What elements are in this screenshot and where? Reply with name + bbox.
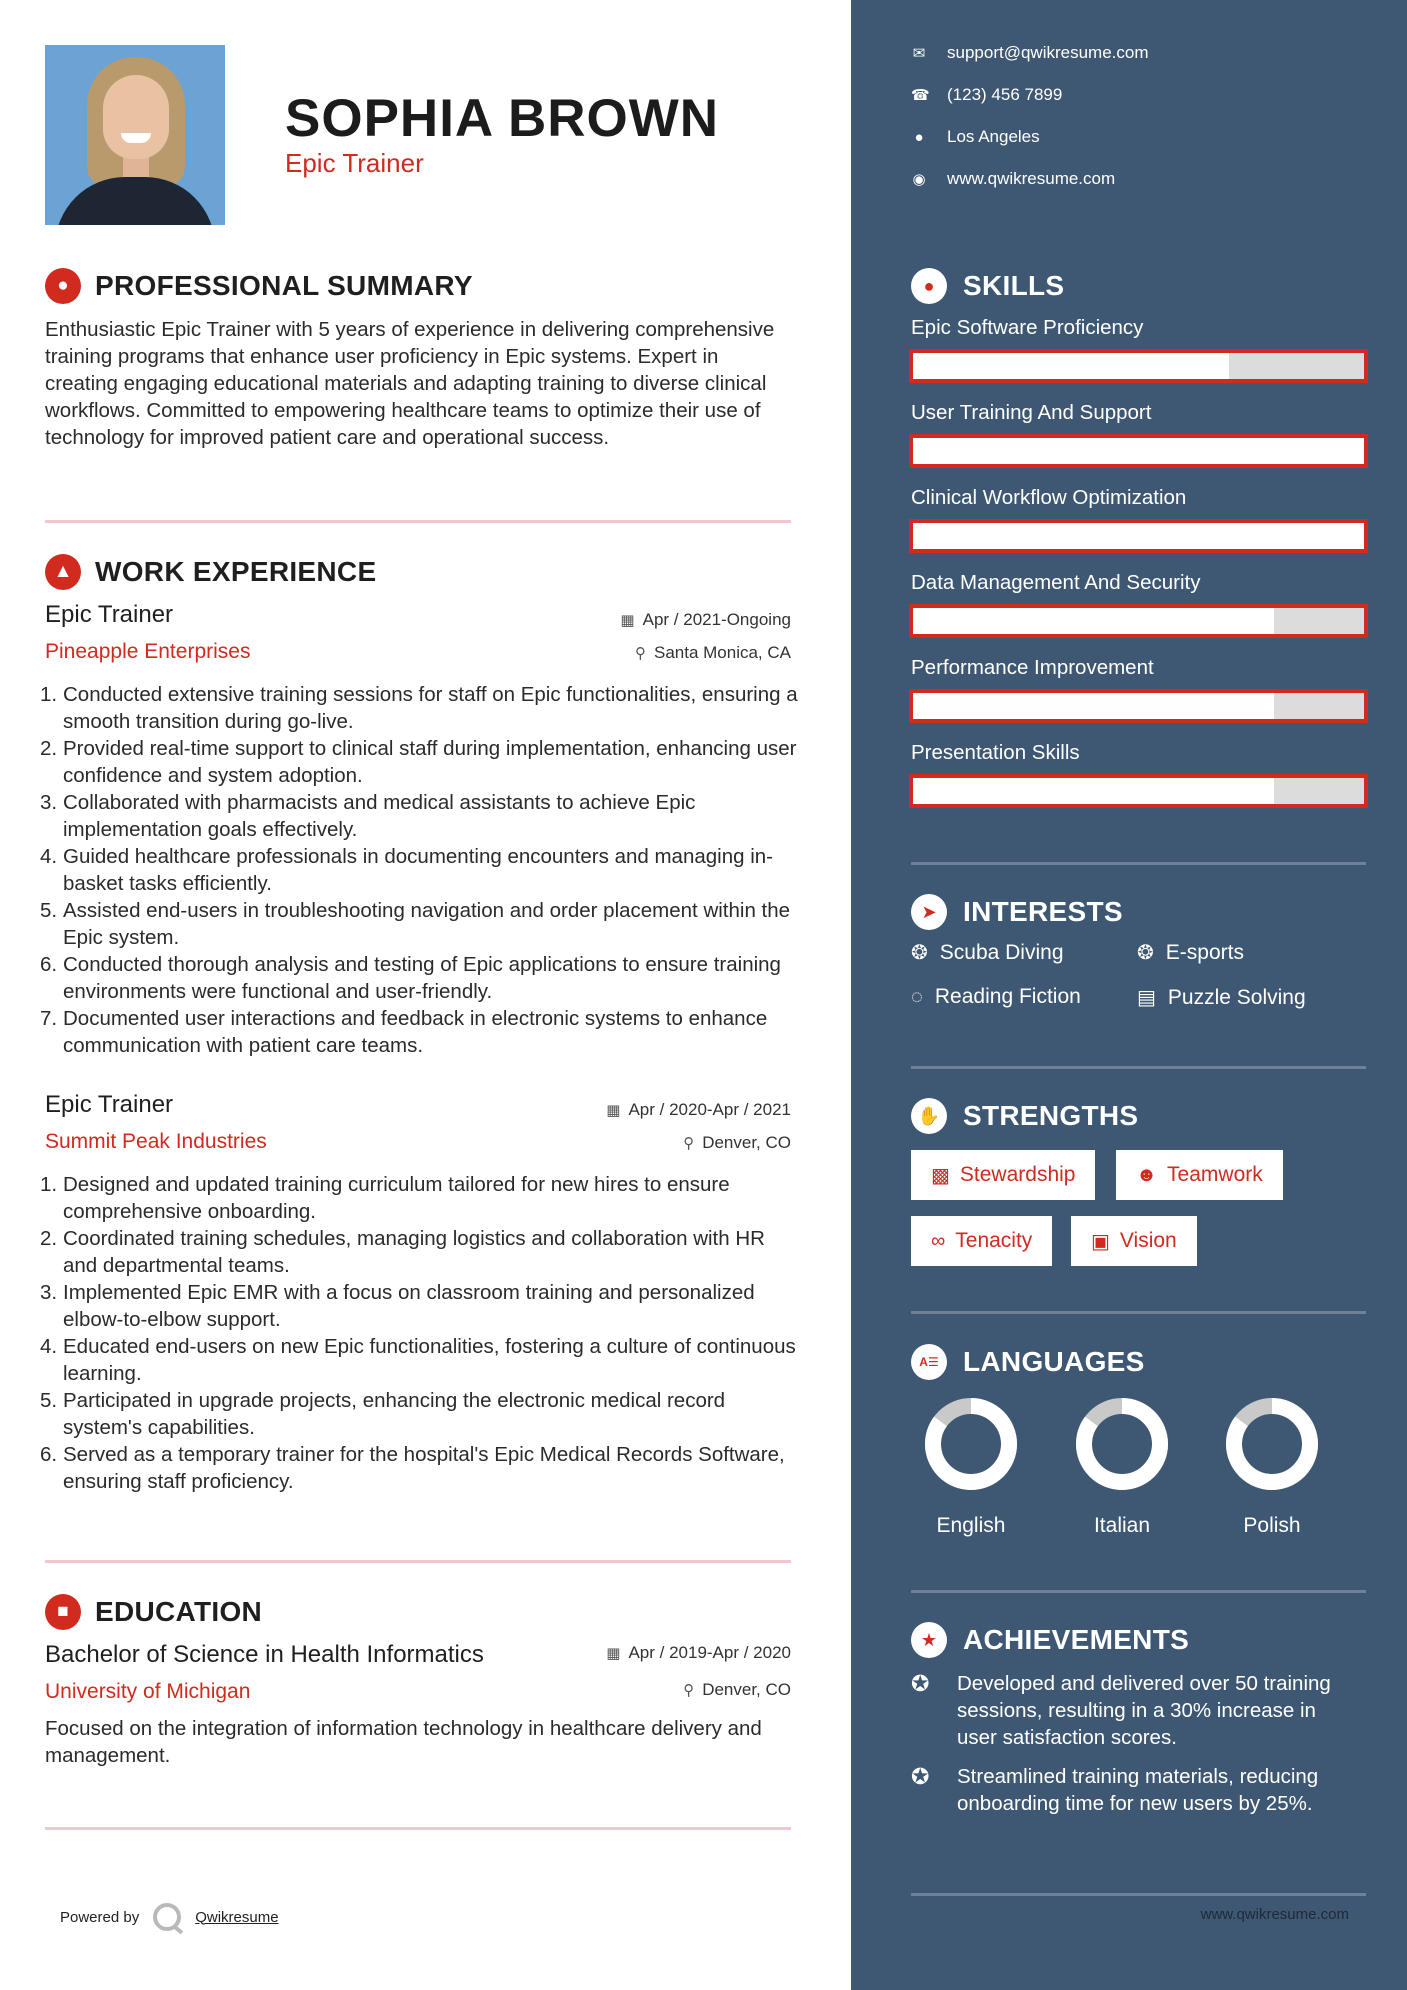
strengths-heading [911,1098,1138,1134]
lifebuoy-icon: ❂ [911,942,928,964]
skills-heading [911,268,1064,304]
section-divider [911,1066,1366,1069]
skill-name: Clinical Workflow Optimization [911,486,1187,509]
list-item: 1. Designed and updated training curriculum tailored for new hires to ensure comprehensive onboarding. [40,1173,730,1223]
interests-heading [911,894,1123,930]
language-ring [1074,1396,1170,1492]
achievements-heading [911,1622,1189,1658]
link-icon: ∞ [931,1229,946,1252]
summary-title: PROFESSIONAL SUMMARY [95,270,473,301]
language-ring [1224,1396,1320,1492]
interest-item: ▤ Puzzle Solving [1137,985,1306,1009]
experience-title: WORK EXPERIENCE [95,556,377,587]
phone-icon: ☎ [911,87,930,104]
language-name: Italian [1093,1514,1151,1537]
skill-bar-fill [913,523,1364,549]
contact-website[interactable]: ◉ www.qwikresume.com [912,169,1116,188]
calendar-icon: ▦ [606,1102,621,1119]
contact-phone[interactable]: ☎ (123) 456 7899 [911,85,1063,104]
powered-by: Powered by Qwikresume [60,1903,279,1931]
skill-name: User Training And Support [911,401,1152,424]
shooting-star-icon: ✪ [911,1764,930,1789]
list-item: 7. Documented user interactions and feedback in electronic systems to enhance communication with patient care teams. [40,1007,768,1057]
brand-link[interactable]: Qwikresume [195,1908,279,1926]
skills-title: SKILLS [963,270,1065,301]
degree: Bachelor of Science in Health Informatics [45,1641,484,1668]
skill-name: Data Management And Security [911,571,1201,594]
achievement-item: ✪ Streamlined training materials, reducing onboarding time for new users by 25%. [911,1764,1319,1815]
list-item: 5. Assisted end-users in troubleshooting navigation and order placement within the Epic system. [40,899,791,949]
office-chair-icon: ▲ [45,554,81,590]
job-title: Epic Trainer [45,601,174,628]
section-divider [911,1893,1366,1896]
job-location: ⚲ Santa Monica, CA [634,643,791,662]
calendar-icon: ▦ [620,612,635,629]
strength-chip: ▣ Vision [1071,1216,1197,1266]
list-item: 5. Participated in upgrade projects, enhancing the electronic medical record system's capabilities. [40,1389,726,1439]
star-badge-icon: ★ [911,1622,947,1658]
list-item: 2. Provided real-time support to clinical staff during implementation, enhancing user confidence and system adoption. [40,737,797,787]
profile-photo [45,45,225,225]
lightbulb-icon: ● [911,268,947,304]
strength-chip: ∞ Tenacity [911,1216,1052,1266]
skill-bar-fill [913,693,1274,719]
shooting-star-icon: ✪ [911,1671,930,1696]
education-description: Focused on the integration of information technology in healthcare delivery and management. [45,1717,762,1767]
pushpin-icon: ⚲ [683,1682,695,1699]
language-name: English [936,1514,1006,1537]
list-item: 6. Served as a temporary trainer for the hospital's Epic Medical Records Software, ensuring staff proficiency. [40,1443,785,1493]
summary-heading [45,268,473,304]
section-divider [911,1590,1366,1593]
lifebuoy-icon: ❂ [1137,942,1154,964]
education-title: EDUCATION [95,1596,263,1627]
interests-title: INTERESTS [963,896,1123,927]
list-item: 4. Guided healthcare professionals in documenting encounters and managing in-basket tasks efficiently. [40,845,773,895]
fist-icon: ✋ [911,1098,947,1134]
education-heading [45,1594,262,1630]
paper-plane-icon: ➤ [911,894,947,930]
list-item: 6. Conducted thorough analysis and testing of Epic applications to ensure training environments were functional and user-friendly. [40,953,781,1003]
users-icon: ☻ [1136,1163,1158,1186]
education-dates: ▦ Apr / 2019-Apr / 2020 [606,1643,791,1662]
language-name: Polish [1243,1514,1301,1537]
job-title: Epic Trainer [45,1091,174,1118]
skill-bar-fill [913,353,1229,379]
globe-icon: ◉ [912,171,926,188]
school: University of Michigan [45,1680,251,1703]
skill-bar [909,519,1368,553]
translate-icon: A☰ [911,1344,947,1380]
list-item: 3. Implemented Epic EMR with a focus on classroom training and personalized elbow-to-elbow support. [40,1281,755,1331]
sidebar [851,0,1407,1990]
section-divider [45,1827,791,1830]
languages-heading [911,1344,1145,1380]
candidate-role: Epic Trainer [285,148,424,178]
book-icon: ▤ [1137,987,1156,1009]
summary-text: Enthusiastic Epic Trainer with 5 years of experience in delivering comprehensive training programs that enhance user proficiency in Epic systems. Expert in creating engaging educational materials and adapting training to diverse clinical workflows. Committed to empowering healthcare teams to optimize their use of technology for improved patient care and operational success. [45,318,775,449]
list-item: 2. Coordinated training schedules, managing logistics and collaboration with HR and departmental teams. [40,1227,765,1277]
pushpin-icon: ⚲ [683,1135,695,1152]
contact-email[interactable]: ✉ support@qwikresume.com [912,43,1149,62]
skill-bar-fill [913,438,1364,464]
list-item: 3. Collaborated with pharmacists and medical assistants to achieve Epic implementation goals effectively. [40,791,696,841]
location-pin-icon: ● [914,128,924,146]
user-icon: ● [45,268,81,304]
job-dates: ▦ Apr / 2021-Ongoing [620,610,791,629]
languages-title: LANGUAGES [963,1346,1145,1377]
skill-bar-fill [913,608,1274,634]
job-dates: ▦ Apr / 2020-Apr / 2021 [606,1100,791,1119]
skill-bar [909,604,1368,638]
skill-bar [909,774,1368,808]
section-divider [911,1311,1366,1314]
achievement-item: ✪ Developed and delivered over 50 training sessions, resulting in a 30% increase in user satisfaction scores. [911,1671,1331,1749]
language-item [1212,1396,1332,1538]
achievements-title: ACHIEVEMENTS [963,1624,1190,1655]
job-company: Summit Peak Industries [45,1130,267,1153]
graduate-icon: ■ [45,1594,81,1630]
job-duties [40,681,800,1059]
skill-bar [909,349,1368,383]
language-item [1062,1396,1182,1538]
envelope-icon: ✉ [912,45,926,62]
skill-bar-fill [913,778,1274,804]
experience-heading [45,554,376,590]
contact-location: ● Los Angeles [911,127,1040,147]
skill-name: Epic Software Proficiency [911,316,1144,339]
calendar-icon: ▦ [606,1645,621,1662]
candidate-name: SOPHIA BROWN [285,89,720,148]
strength-chip: ▩ Stewardship [911,1150,1095,1200]
interest-item: ◌ Reading Fiction [911,985,1081,1008]
job-company: Pineapple Enterprises [45,640,251,663]
binoculars-icon: ▣ [1091,1230,1110,1253]
footer-site[interactable]: www.qwikresume.com [1200,1906,1349,1923]
qwikresume-logo-icon [153,1903,181,1931]
list-item: 1. Conducted extensive training sessions for staff on Epic functionalities, ensuring a smooth transition during go-live. [40,683,798,733]
pushpin-icon: ⚲ [634,645,646,662]
interest-item: ❂ E-sports [1137,940,1244,964]
strengths-title: STRENGTHS [963,1100,1139,1131]
education-location: ⚲ Denver, CO [683,1680,791,1699]
language-ring [923,1396,1019,1492]
section-divider [45,1560,791,1563]
job-duties [40,1171,800,1495]
skill-bar [909,689,1368,723]
gamepad-icon: ◌ [911,985,923,1008]
language-item [911,1396,1031,1538]
section-divider [911,862,1366,865]
briefcase-icon: ▩ [931,1164,950,1187]
section-divider [45,520,791,523]
strength-chip: ☻ Teamwork [1116,1150,1283,1200]
interest-item: ❂ Scuba Diving [911,940,1064,964]
skill-name: Presentation Skills [911,741,1080,764]
skill-bar [909,434,1368,468]
list-item: 4. Educated end-users on new Epic functionalities, fostering a culture of continuous learning. [40,1335,796,1385]
skill-name: Performance Improvement [911,656,1154,679]
job-location: ⚲ Denver, CO [683,1133,791,1152]
